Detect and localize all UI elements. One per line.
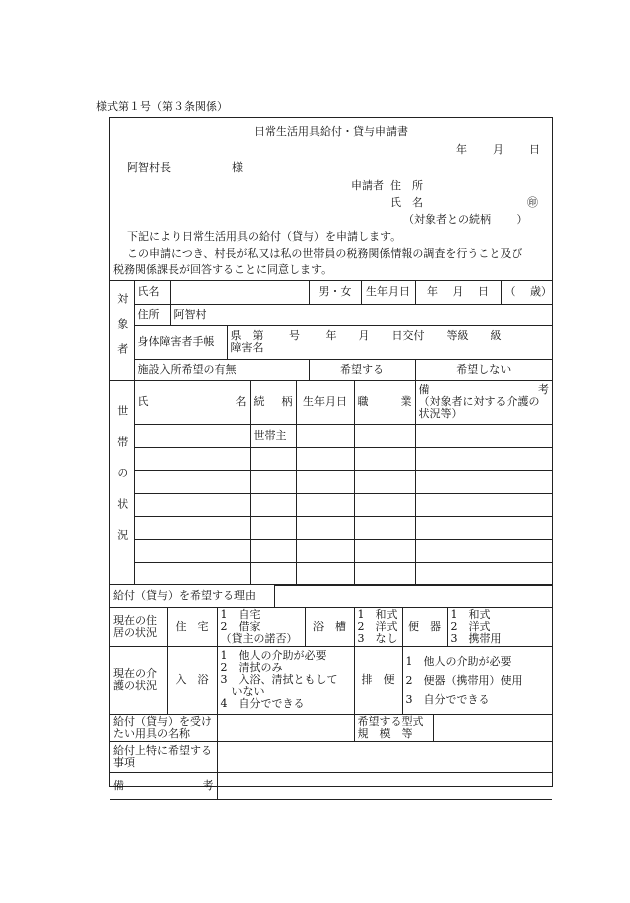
- date-day-label: 日: [529, 143, 540, 156]
- excretion-option-3[interactable]: 3 自分でできる: [405, 692, 490, 706]
- remarks-label-2: 考: [202, 778, 214, 792]
- special-request-table: [110, 742, 552, 800]
- household-col-job-1: 職: [357, 395, 369, 409]
- subject-address-field[interactable]: 阿智村: [170, 304, 552, 325]
- household-row-1-relation[interactable]: 世帯主: [250, 425, 296, 448]
- remarks-label: [110, 772, 217, 799]
- household-col-notes-1: 備: [418, 383, 430, 397]
- facility-option-yes[interactable]: 希望する: [309, 359, 415, 380]
- household-row-cell[interactable]: [134, 563, 250, 585]
- reason-field[interactable]: [274, 586, 552, 608]
- applicant-name-label: 氏 名: [390, 196, 423, 209]
- household-row-cell[interactable]: [250, 471, 296, 494]
- addressee: 阿智村長: [127, 161, 171, 174]
- request-text: 下記により日常生活用具の給付（貸与）を申請します。: [127, 230, 402, 243]
- equipment-table: [110, 715, 552, 743]
- household-col-notes-2: 考: [538, 383, 549, 397]
- household-row-cell[interactable]: [296, 471, 354, 494]
- bathtub-option-none[interactable]: 3 なし: [357, 632, 398, 645]
- household-col-notes-sub: （対象者に対する介護の状況等）: [418, 395, 540, 421]
- excretion-label: 排 便: [354, 647, 402, 714]
- application-form: [109, 117, 553, 792]
- household-col-name-1: 氏: [137, 395, 149, 409]
- bathing-option-2[interactable]: 2 清拭のみ: [220, 661, 283, 675]
- household-col-relation-2: 柄: [281, 395, 293, 409]
- toilet-option-portable[interactable]: 3 携帯用: [450, 632, 502, 645]
- household-row-cell[interactable]: [134, 540, 250, 563]
- handbook-field[interactable]: [227, 325, 552, 359]
- equipment-model-label-1: 希望する型式: [357, 714, 424, 728]
- care-table: [110, 647, 552, 715]
- household-row-cell[interactable]: [354, 494, 415, 517]
- household-row-cell[interactable]: [354, 540, 415, 563]
- equipment-name-field[interactable]: [217, 715, 354, 742]
- remarks-label-1: 備: [113, 778, 124, 792]
- housing-option-own[interactable]: 1 自宅: [220, 608, 261, 621]
- household-row-1-dob[interactable]: [296, 425, 354, 448]
- household-row-cell[interactable]: [134, 517, 250, 540]
- toilet-option-japanese[interactable]: 1 和式: [450, 608, 491, 621]
- excretion-option-1[interactable]: 1 他人の介助が必要: [405, 654, 512, 668]
- facility-option-no[interactable]: 希望しない: [415, 359, 552, 380]
- household-row-cell[interactable]: [354, 471, 415, 494]
- household-col-name: [134, 381, 250, 425]
- toilet-option-western[interactable]: 2 洋式: [450, 620, 491, 633]
- excretion-options[interactable]: [402, 647, 552, 714]
- bathing-options[interactable]: [217, 647, 354, 714]
- household-row-cell[interactable]: [296, 563, 354, 585]
- household-row-cell[interactable]: [415, 471, 552, 494]
- remarks-field[interactable]: [217, 772, 552, 799]
- care-label: 現在の介護の状況: [110, 647, 167, 714]
- household-row-1-notes[interactable]: [415, 425, 552, 448]
- relation-note: （対象者との続柄 ）: [403, 213, 528, 226]
- toilet-label: 便 器: [402, 608, 447, 647]
- excretion-option-2[interactable]: 2 便器（携帯用）使用: [405, 673, 523, 687]
- household-col-notes: [415, 381, 552, 425]
- household-row-cell[interactable]: [415, 448, 552, 471]
- equipment-name-label: 給付（貸与）を受けたい用具の名称: [110, 715, 217, 742]
- household-row-cell[interactable]: [296, 494, 354, 517]
- household-row-cell[interactable]: [134, 471, 250, 494]
- household-row-1-job[interactable]: [354, 425, 415, 448]
- special-request-label: 給付上特に希望する事項: [110, 742, 217, 772]
- disability-name-label: 障害名: [230, 341, 264, 354]
- household-col-dob: 生年月日: [296, 381, 354, 425]
- equipment-model-field[interactable]: [433, 715, 552, 742]
- subject-name-label: 氏名: [134, 281, 170, 304]
- household-col-name-2: 名: [235, 395, 247, 409]
- bathtub-option-japanese[interactable]: 1 和式: [357, 608, 398, 621]
- date-year-label: 年: [456, 143, 467, 156]
- bathtub-label: 浴 槽: [305, 608, 354, 647]
- bathing-option-1[interactable]: 1 他人の介助が必要: [220, 649, 327, 663]
- consent-text-line2: 税務関係課長が回答することに同意します。: [113, 263, 333, 276]
- household-row-cell[interactable]: [296, 540, 354, 563]
- household-row-cell[interactable]: [250, 494, 296, 517]
- form-number-label: 様式第１号（第３条関係）: [96, 100, 228, 113]
- household-row-cell[interactable]: [296, 448, 354, 471]
- bathtub-option-western[interactable]: 2 洋式: [357, 620, 398, 633]
- subject-address-label: 住所: [134, 304, 170, 325]
- household-row-cell[interactable]: [250, 448, 296, 471]
- handbook-details: 県 第 号 年 月 日交付 等級 級: [230, 329, 502, 342]
- subject-dob-field[interactable]: 年 月 日: [415, 281, 501, 304]
- subject-dob-label: 生年月日: [361, 281, 415, 304]
- household-row-cell[interactable]: [415, 540, 552, 563]
- subject-age-field[interactable]: （ 歳）: [501, 281, 552, 304]
- subject-table: [110, 281, 552, 381]
- housing-label: 住 宅: [167, 608, 217, 647]
- handbook-label: 身体障害者手帳: [134, 325, 227, 359]
- consent-text-line1: この申請につき、村長が私又は私の世帯員の税務関係情報の調査を行うこと及び: [127, 247, 523, 260]
- bathtub-options[interactable]: [354, 608, 402, 647]
- addressee-honorific: 様: [232, 161, 243, 174]
- household-col-job-2: 業: [400, 395, 412, 409]
- housing-rent-note: （貸主の諾否）: [220, 632, 298, 645]
- household-row-cell[interactable]: [415, 517, 552, 540]
- equipment-model-label: [354, 715, 433, 742]
- household-row-cell[interactable]: [250, 563, 296, 585]
- housing-option-rent[interactable]: 2 借家: [220, 620, 261, 633]
- equipment-model-label-2: 規 模 等: [357, 726, 413, 740]
- household-row-cell[interactable]: [296, 517, 354, 540]
- bathing-option-4[interactable]: 4 自分でできる: [220, 697, 305, 711]
- household-row-1-name[interactable]: [134, 425, 250, 448]
- household-row-cell[interactable]: [134, 494, 250, 517]
- household-row-cell[interactable]: [354, 448, 415, 471]
- toilet-options[interactable]: [447, 608, 552, 647]
- reason-table: [110, 585, 552, 608]
- household-col-relation: [250, 381, 296, 425]
- form-title: 日常生活用具給付・貸与申請書: [254, 125, 408, 138]
- household-side-label: 世帯の状況: [110, 381, 134, 585]
- household-row-cell[interactable]: [415, 563, 552, 585]
- bathing-option-3-cont: いない: [220, 685, 265, 699]
- household-row-cell[interactable]: [415, 494, 552, 517]
- applicant-address-label: 住 所: [390, 179, 423, 192]
- subject-name-field[interactable]: [170, 281, 309, 304]
- household-row-cell[interactable]: [354, 517, 415, 540]
- household-row-cell[interactable]: [250, 517, 296, 540]
- housing-options[interactable]: [217, 608, 305, 647]
- bathing-option-3[interactable]: 3 入浴、清拭ともして: [220, 673, 338, 687]
- household-row-cell[interactable]: [134, 448, 250, 471]
- form-header: [110, 118, 552, 281]
- reason-label: 給付（貸与）を希望する理由: [110, 586, 274, 608]
- bathing-label: 入 浴: [167, 647, 217, 714]
- date-month-label: 月: [493, 143, 504, 156]
- situation-table: [110, 608, 552, 647]
- special-request-field[interactable]: [217, 742, 552, 772]
- household-table: [110, 381, 552, 586]
- living-label: 現在の住居の状況: [110, 608, 167, 647]
- household-col-relation-1: 続: [253, 395, 265, 409]
- subject-side-label: 対象者: [110, 281, 134, 380]
- subject-sex[interactable]: 男・女: [309, 281, 361, 304]
- seal-mark: ㊞: [527, 196, 538, 209]
- household-col-job: [354, 381, 415, 425]
- facility-label: 施設入所希望の有無: [134, 359, 309, 380]
- household-row-cell[interactable]: [354, 563, 415, 585]
- household-row-cell[interactable]: [250, 540, 296, 563]
- applicant-label: 申請者: [351, 179, 384, 192]
